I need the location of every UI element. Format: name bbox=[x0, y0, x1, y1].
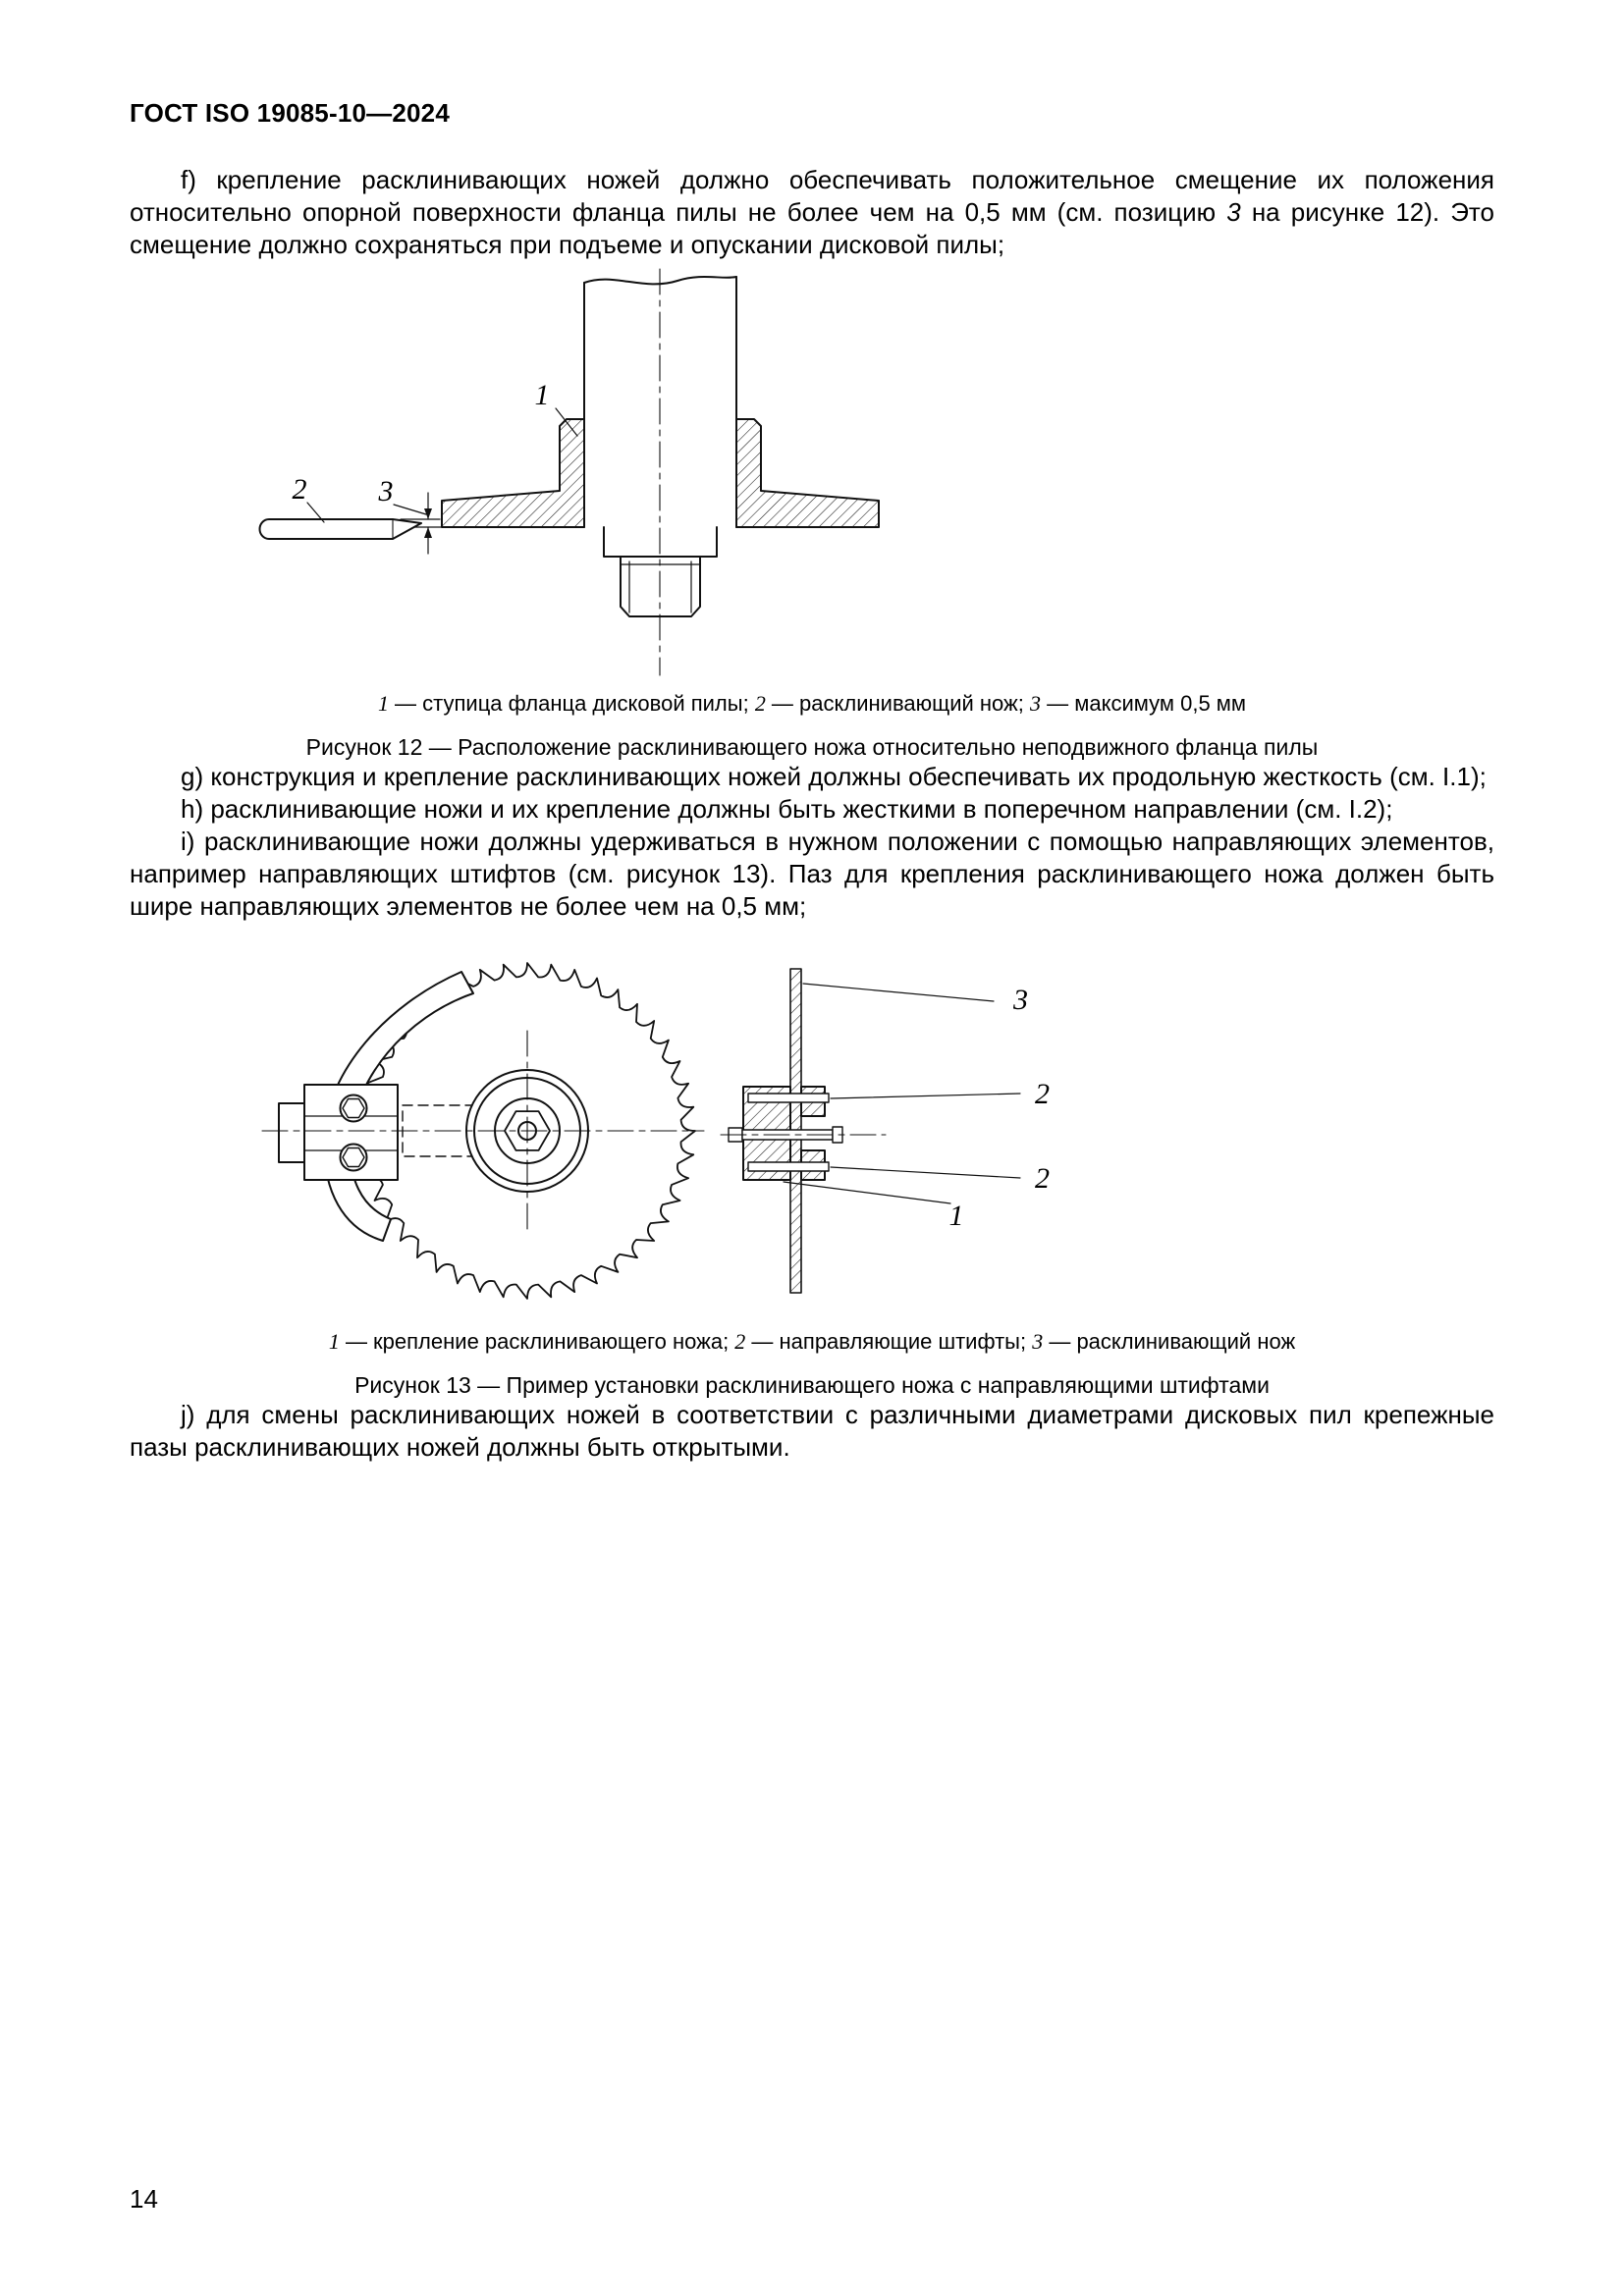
callout-1-hub: 1 bbox=[534, 379, 550, 411]
figure12-drawing bbox=[245, 267, 1129, 679]
figure12-legend: 1 — ступица фланца дисковой пилы; 2 — расклинивающий нож; 3 — максимум 0,5 мм bbox=[377, 691, 1247, 716]
paragraph-f-ref3: 3 bbox=[1226, 197, 1241, 227]
page-number: 14 bbox=[130, 2184, 158, 2214]
callout-3-gap: 3 bbox=[378, 475, 394, 507]
figure12-caption: Рисунок 12 — Расположение расклинивающего ножа относительно неподвижного фланца пилы bbox=[305, 734, 1319, 760]
paragraph-f-run1: f) крепление расклинивающих ножей должно обеспечивать положительное смещение их положения относительно опорной поверхности фланца пилы не более чем на 0,5 мм (см. позицию bbox=[130, 165, 1494, 227]
paragraph-j: j) для смены расклинивающих ножей в соответствии с различными диаметрами дисковых пил крепежные пазы расклинивающих ножей должны быть открытыми. bbox=[130, 1400, 1494, 1462]
riving-knife-side bbox=[260, 519, 422, 539]
figure-12 bbox=[245, 267, 1494, 679]
paragraph-g: g) конструкция и крепление расклинивающих ножей должны обеспечивать их продольную жесткость (см. I.1); bbox=[181, 762, 1487, 791]
doc-header: ГОСТ ISO 19085-10—2024 bbox=[130, 98, 450, 128]
paragraph-i: i) расклинивающие ножи должны удерживаться в нужном положении с помощью направляющих элементов, например направляющих штифтов (см. рисунок 13). Паз для крепления расклинивающего ножа должен быть шире направляющих элементов не более чем на 0,5 мм; bbox=[130, 827, 1494, 921]
knife-mounting-bracket bbox=[279, 1085, 398, 1180]
callout-1-clamp: 1 bbox=[948, 1200, 964, 1232]
figure13-caption: Рисунок 13 — Пример установки расклинивающего ножа с направляющими штифтами bbox=[354, 1372, 1270, 1398]
callout-2-guide-pin-lower: 2 bbox=[1035, 1162, 1050, 1195]
paragraph-f bbox=[130, 164, 1494, 261]
figure13-legend: 1 — крепление расклинивающего ножа; 2 — направляющие штифты; 3 — расклинивающий нож bbox=[328, 1329, 1296, 1354]
figure-13 bbox=[238, 944, 1494, 1317]
callout-2-riving-knife: 2 bbox=[292, 473, 307, 506]
paragraph-f-run2: на рисунке 12). Это смещение должно сохраняться при подъеме и опускании дисковой пилы; bbox=[130, 197, 1494, 259]
callout-3-riving-knife: 3 bbox=[1013, 984, 1028, 1016]
callout-2-guide-pin-upper: 2 bbox=[1035, 1078, 1050, 1110]
figure13-drawing bbox=[238, 944, 1121, 1317]
paragraph-h: h) расклинивающие ножи и их крепление должны быть жесткими в поперечном направлении (см. I.2); bbox=[181, 794, 1393, 824]
